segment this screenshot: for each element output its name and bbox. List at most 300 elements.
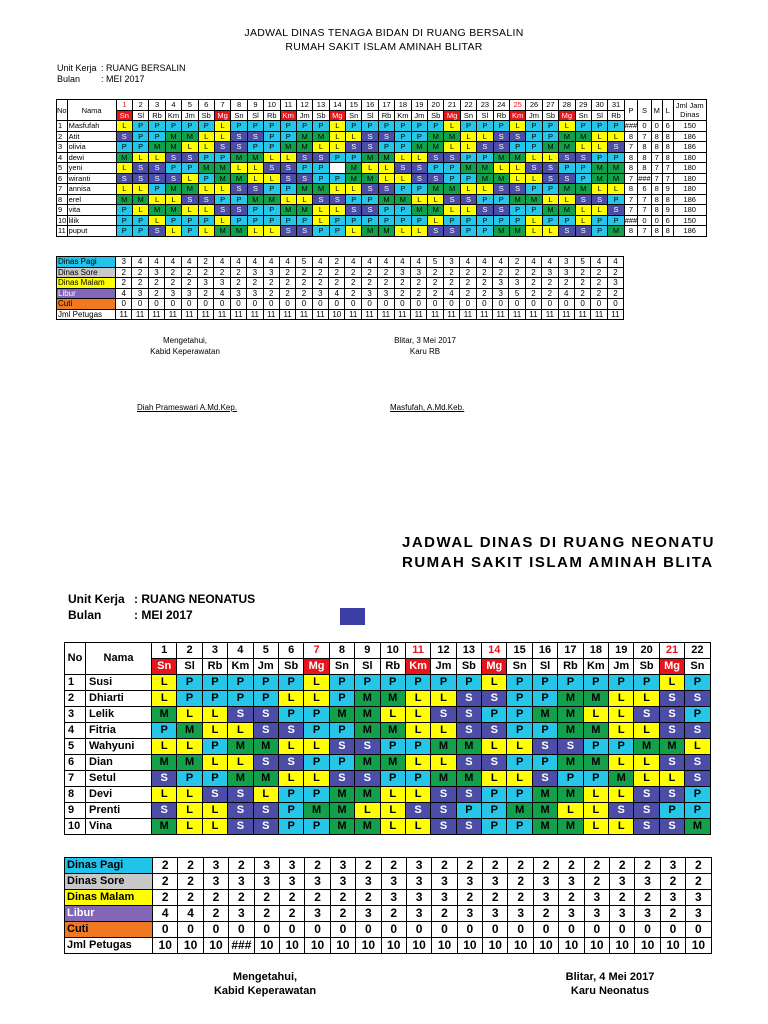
- weekday: Jm: [253, 659, 278, 675]
- summary-value: 2: [279, 288, 295, 299]
- shift-cell: M: [559, 142, 575, 153]
- jml-cell: 150: [673, 121, 706, 132]
- summary-value: 3: [330, 874, 355, 890]
- summary-value: 0: [574, 299, 590, 310]
- shift-cell: L: [482, 771, 507, 787]
- shift-cell: S: [346, 205, 362, 216]
- summary-value: 2: [533, 858, 558, 874]
- shift-cell: P: [526, 205, 542, 216]
- shift-cell: M: [228, 739, 253, 755]
- staff-row: [57, 184, 707, 195]
- shift-cell: M: [231, 152, 247, 163]
- staff-name: Atit: [67, 131, 116, 142]
- shift-cell: L: [575, 142, 591, 153]
- summary-value: 2: [356, 890, 381, 906]
- shift-cell: P: [231, 215, 247, 226]
- total-cell: 8: [651, 205, 662, 216]
- shift-cell: S: [609, 803, 634, 819]
- shift-cell: M: [395, 194, 411, 205]
- summary-value: 3: [312, 288, 328, 299]
- shift-cell: P: [362, 215, 378, 226]
- shift-cell: P: [477, 215, 493, 226]
- summary-label: Dinas Malam: [57, 278, 116, 289]
- shift-cell: S: [280, 173, 296, 184]
- summary-value: 0: [686, 922, 711, 938]
- shift-cell: S: [132, 173, 148, 184]
- shift-cell: P: [477, 226, 493, 237]
- header-row-weekdays: [65, 659, 711, 675]
- head-name: Nama: [86, 643, 152, 675]
- summary-value: 11: [607, 309, 623, 320]
- shift-cell: L: [685, 739, 710, 755]
- total-head: S: [638, 100, 652, 121]
- weekday: Sl: [132, 110, 148, 121]
- shift-cell: M: [165, 142, 181, 153]
- weekday: Km: [583, 659, 608, 675]
- shift-cell: L: [214, 121, 230, 132]
- summary-value: 4: [312, 257, 328, 268]
- summary-value: 10: [584, 938, 609, 954]
- summary-value: 11: [509, 309, 525, 320]
- day-number: 23: [477, 100, 493, 111]
- shift-cell: S: [428, 226, 444, 237]
- unit-label: Unit Kerja: [68, 592, 125, 606]
- shift-cell: P: [278, 675, 303, 691]
- shift-cell: L: [431, 691, 456, 707]
- summary-value: 0: [483, 922, 508, 938]
- shift-cell: L: [542, 226, 558, 237]
- shift-cell: L: [346, 131, 362, 142]
- shift-cell: M: [526, 194, 542, 205]
- summary-value: 2: [686, 874, 711, 890]
- summary-row: [65, 906, 712, 922]
- summary-value: 3: [533, 874, 558, 890]
- left-sig-line2: Kabid Keperawatan: [150, 347, 220, 356]
- shift-cell: L: [634, 723, 659, 739]
- jml-cell: 186: [673, 131, 706, 142]
- shift-cell: M: [253, 771, 278, 787]
- summary-value: 3: [559, 906, 584, 922]
- summary-value: 11: [411, 309, 427, 320]
- summary-value: 11: [558, 309, 574, 320]
- day-number: 3: [149, 100, 165, 111]
- weekday: Sl: [177, 659, 202, 675]
- shift-cell: S: [431, 803, 456, 819]
- summary-value: 2: [197, 257, 213, 268]
- summary-value: 2: [378, 267, 394, 278]
- weekday: Jm: [431, 659, 456, 675]
- shift-cell: P: [304, 755, 329, 771]
- total-head: P: [624, 100, 638, 121]
- summary-value: 2: [574, 278, 590, 289]
- shift-cell: S: [685, 691, 710, 707]
- shift-cell: M: [313, 131, 329, 142]
- summary-value: 10: [686, 938, 711, 954]
- shift-cell: S: [608, 205, 624, 216]
- staff-no: 2: [57, 131, 68, 142]
- shift-cell: L: [428, 194, 444, 205]
- total-cell: 8: [624, 163, 638, 174]
- shift-cell: L: [329, 131, 345, 142]
- left-sig-line1: Mengetahui,: [232, 971, 298, 983]
- summary-value: 3: [411, 267, 427, 278]
- summary-value: 4: [230, 257, 246, 268]
- shift-cell: L: [542, 152, 558, 163]
- weekday: Sn: [575, 110, 591, 121]
- summary-value: 2: [492, 267, 508, 278]
- shift-cell: L: [395, 152, 411, 163]
- shift-cell: P: [507, 691, 532, 707]
- shift-cell: P: [444, 173, 460, 184]
- shift-cell: L: [431, 755, 456, 771]
- shift-cell: S: [253, 803, 278, 819]
- summary-label: Cuti: [57, 299, 116, 310]
- summary-label: Jml Petugas: [57, 309, 116, 320]
- summary-value: 3: [483, 874, 508, 890]
- summary-value: 3: [279, 874, 304, 890]
- summary-value: 0: [559, 922, 584, 938]
- shift-cell: S: [493, 142, 509, 153]
- shift-cell: L: [296, 194, 312, 205]
- summary-value: 0: [330, 922, 355, 938]
- day-number: 5: [182, 100, 198, 111]
- summary-value: 3: [203, 874, 228, 890]
- shift-cell: L: [313, 142, 329, 153]
- shift-cell: S: [659, 755, 684, 771]
- summary-value: 2: [432, 858, 457, 874]
- total-cell: 8: [662, 131, 673, 142]
- shift-cell: L: [526, 173, 542, 184]
- shift-cell: M: [304, 803, 329, 819]
- shift-cell: M: [532, 819, 557, 835]
- shift-cell: S: [313, 152, 329, 163]
- unit-value: : RUANG NEONATUS: [134, 592, 256, 606]
- shift-cell: M: [532, 787, 557, 803]
- summary-value: 2: [635, 858, 660, 874]
- shift-cell: L: [444, 121, 460, 132]
- total-cell: 7: [638, 131, 652, 142]
- day-number: 17: [378, 100, 394, 111]
- summary-value: 2: [460, 288, 476, 299]
- staff-name: dewi: [67, 152, 116, 163]
- summary-value: 0: [509, 299, 525, 310]
- summary-value: 0: [457, 922, 482, 938]
- summary-value: 5: [296, 257, 312, 268]
- total-cell: 8: [638, 142, 652, 153]
- summary-row: [57, 309, 624, 320]
- shift-cell: L: [608, 131, 624, 142]
- summary-row: [57, 288, 624, 299]
- left-sig-line2: Kabid Keperawatan: [213, 985, 317, 997]
- weekday: Km: [280, 110, 296, 121]
- summary-value: 0: [178, 922, 203, 938]
- jml-cell: 180: [673, 173, 706, 184]
- shift-cell: S: [378, 131, 394, 142]
- day-number: 11: [280, 100, 296, 111]
- shift-cell: P: [177, 675, 202, 691]
- summary-value: 2: [427, 278, 443, 289]
- summary-value: 2: [279, 890, 304, 906]
- shift-cell: M: [493, 152, 509, 163]
- shift-cell: P: [575, 121, 591, 132]
- shift-cell: S: [362, 142, 378, 153]
- shift-cell: P: [264, 205, 280, 216]
- day-number: 5: [253, 643, 278, 659]
- summary-value: 2: [660, 906, 685, 922]
- weekday: Rb: [380, 659, 405, 675]
- shift-cell: L: [380, 803, 405, 819]
- summary-value: 4: [411, 257, 427, 268]
- shift-cell: P: [329, 226, 345, 237]
- shift-cell: L: [411, 226, 427, 237]
- shift-cell: L: [329, 205, 345, 216]
- summary-value: 2: [427, 267, 443, 278]
- summary-value: 2: [381, 906, 406, 922]
- staff-no: 8: [57, 194, 68, 205]
- shift-cell: P: [247, 121, 263, 132]
- summary-value: 3: [381, 874, 406, 890]
- summary-value: 11: [116, 309, 132, 320]
- summary-value: 0: [411, 299, 427, 310]
- shift-cell: P: [411, 184, 427, 195]
- shift-cell: S: [182, 152, 198, 163]
- shift-cell: M: [609, 771, 634, 787]
- summary-value: 3: [660, 890, 685, 906]
- shift-cell: P: [116, 215, 132, 226]
- day-number: 3: [202, 643, 227, 659]
- shift-cell: M: [659, 739, 684, 755]
- shift-cell: P: [591, 152, 607, 163]
- summary-value: 0: [153, 922, 178, 938]
- shift-cell: L: [182, 173, 198, 184]
- summary-value: 3: [610, 874, 635, 890]
- shift-cell: P: [507, 675, 532, 691]
- summary-value: 2: [533, 906, 558, 922]
- summary-value: 11: [492, 309, 508, 320]
- summary-value: 0: [406, 922, 431, 938]
- shift-cell: S: [231, 131, 247, 142]
- shift-cell: S: [493, 184, 509, 195]
- jml-cell: 186: [673, 142, 706, 153]
- shift-cell: M: [380, 723, 405, 739]
- shift-cell: L: [509, 121, 525, 132]
- summary-value: 4: [153, 906, 178, 922]
- shift-cell: S: [228, 707, 253, 723]
- total-cell: 9: [662, 184, 673, 195]
- staff-name: yeni: [67, 163, 116, 174]
- staff-name: Susi: [86, 675, 152, 691]
- day-number: 25: [509, 100, 525, 111]
- shift-cell: P: [116, 205, 132, 216]
- summary-value: 2: [312, 267, 328, 278]
- shift-cell: L: [591, 184, 607, 195]
- shift-cell: L: [362, 163, 378, 174]
- shift-cell: P: [177, 771, 202, 787]
- summary-value: 3: [406, 890, 431, 906]
- shift-cell: P: [608, 152, 624, 163]
- summary-value: 10: [406, 938, 431, 954]
- summary-value: 2: [203, 890, 228, 906]
- shift-cell: L: [253, 787, 278, 803]
- shift-cell: P: [247, 142, 263, 153]
- shift-cell: L: [542, 194, 558, 205]
- summary-value: 2: [178, 858, 203, 874]
- staff-name: vita: [67, 205, 116, 216]
- shift-cell: S: [559, 226, 575, 237]
- weekday: Sl: [591, 110, 607, 121]
- summary-value: 11: [148, 309, 164, 320]
- summary-value: 0: [356, 922, 381, 938]
- staff-row: [57, 205, 707, 216]
- shift-cell: M: [253, 739, 278, 755]
- weekday: Rb: [202, 659, 227, 675]
- shift-cell: P: [482, 803, 507, 819]
- summary-value: 4: [525, 257, 541, 268]
- weekday: Sn: [460, 110, 476, 121]
- summary-value: 4: [492, 257, 508, 268]
- total-cell: 6: [662, 121, 673, 132]
- jml-cell: 180: [673, 152, 706, 163]
- shift-cell: P: [380, 739, 405, 755]
- shift-cell: L: [152, 675, 177, 691]
- shift-cell: P: [395, 215, 411, 226]
- summary-value: 3: [492, 278, 508, 289]
- total-cell: 7: [651, 152, 662, 163]
- shift-cell: L: [247, 226, 263, 237]
- shift-cell: M: [378, 194, 394, 205]
- summary-label: Dinas Pagi: [57, 257, 116, 268]
- shift-cell: M: [583, 723, 608, 739]
- summary-value: 2: [356, 858, 381, 874]
- shift-cell: P: [313, 226, 329, 237]
- shift-cell: P: [329, 691, 354, 707]
- summary-value: 0: [635, 922, 660, 938]
- summary-value: 2: [230, 278, 246, 289]
- summary-value: 10: [508, 938, 533, 954]
- summary-value: 11: [197, 309, 213, 320]
- summary-value: 3: [432, 890, 457, 906]
- weekday: Mg: [304, 659, 329, 675]
- shift-cell: P: [202, 691, 227, 707]
- shift-cell: P: [482, 707, 507, 723]
- shift-cell: M: [346, 173, 362, 184]
- summary-value: 11: [312, 309, 328, 320]
- doc2-title-line1: JADWAL DINAS DI RUANG NEONATU: [402, 534, 715, 551]
- shift-cell: L: [405, 691, 430, 707]
- day-number: 13: [456, 643, 481, 659]
- shift-cell: M: [558, 723, 583, 739]
- shift-cell: P: [152, 723, 177, 739]
- staff-name: Vina: [86, 819, 152, 835]
- shift-cell: P: [116, 226, 132, 237]
- summary-row: [65, 938, 712, 954]
- shift-cell: P: [280, 121, 296, 132]
- head-no: No: [65, 643, 86, 675]
- shift-cell: M: [355, 691, 380, 707]
- summary-value: 0: [203, 922, 228, 938]
- summary-value: 2: [148, 288, 164, 299]
- shift-cell: S: [559, 173, 575, 184]
- shift-cell: S: [659, 819, 684, 835]
- weekday: Sl: [532, 659, 557, 675]
- shift-cell: P: [247, 205, 263, 216]
- jml-head: Jml Jam Dinas: [673, 100, 706, 121]
- shift-cell: P: [228, 691, 253, 707]
- shift-cell: P: [378, 205, 394, 216]
- doc1-title-line1: JADWAL DINAS TENAGA BIDAN DI RUANG BERSALIN: [244, 27, 524, 39]
- shift-cell: L: [152, 739, 177, 755]
- shift-cell: L: [313, 215, 329, 226]
- shift-cell: P: [405, 675, 430, 691]
- shift-cell: L: [149, 215, 165, 226]
- shift-cell: M: [346, 163, 362, 174]
- shift-cell: P: [583, 739, 608, 755]
- shift-cell: M: [558, 819, 583, 835]
- shift-cell: S: [280, 226, 296, 237]
- summary-row: [65, 858, 712, 874]
- day-number: 24: [493, 100, 509, 111]
- summary-value: 2: [411, 278, 427, 289]
- shift-cell: S: [659, 691, 684, 707]
- shift-cell: P: [477, 194, 493, 205]
- day-number: 21: [659, 643, 684, 659]
- shift-cell: L: [355, 803, 380, 819]
- summary-value: 0: [584, 922, 609, 938]
- head-name: Nama: [67, 100, 116, 121]
- summary-value: 2: [305, 858, 330, 874]
- summary-row: [57, 278, 624, 289]
- shift-cell: M: [460, 163, 476, 174]
- staff-row: [57, 173, 707, 184]
- shift-cell: M: [493, 173, 509, 184]
- shift-cell: P: [532, 675, 557, 691]
- shift-cell: P: [362, 194, 378, 205]
- shift-cell: S: [253, 819, 278, 835]
- summary-value: 2: [263, 278, 279, 289]
- shift-cell: M: [542, 205, 558, 216]
- shift-cell: P: [405, 771, 430, 787]
- summary-label: Libur: [57, 288, 116, 299]
- summary-value: 4: [394, 257, 410, 268]
- shift-cell: L: [431, 723, 456, 739]
- day-number: 12: [296, 100, 312, 111]
- shift-cell: S: [482, 691, 507, 707]
- shift-cell: P: [532, 755, 557, 771]
- shift-cell: P: [559, 163, 575, 174]
- total-head: M: [651, 100, 662, 121]
- summary-value: 3: [406, 858, 431, 874]
- shift-cell: S: [509, 131, 525, 142]
- shift-cell: P: [591, 121, 607, 132]
- shift-cell: M: [329, 819, 354, 835]
- shift-cell: P: [231, 194, 247, 205]
- summary-value: 3: [635, 906, 660, 922]
- summary-value: 11: [296, 309, 312, 320]
- total-cell: 7: [624, 173, 638, 184]
- shift-cell: S: [152, 771, 177, 787]
- weekday: Jm: [182, 110, 198, 121]
- total-cell: 0: [651, 215, 662, 226]
- shift-cell: M: [280, 142, 296, 153]
- shift-cell: S: [355, 771, 380, 787]
- summary-value: 11: [247, 309, 263, 320]
- shift-cell: M: [177, 723, 202, 739]
- shift-cell: L: [182, 205, 198, 216]
- summary-value: 11: [279, 309, 295, 320]
- shift-cell: L: [405, 755, 430, 771]
- shift-cell: P: [526, 142, 542, 153]
- summary-value: 0: [508, 922, 533, 938]
